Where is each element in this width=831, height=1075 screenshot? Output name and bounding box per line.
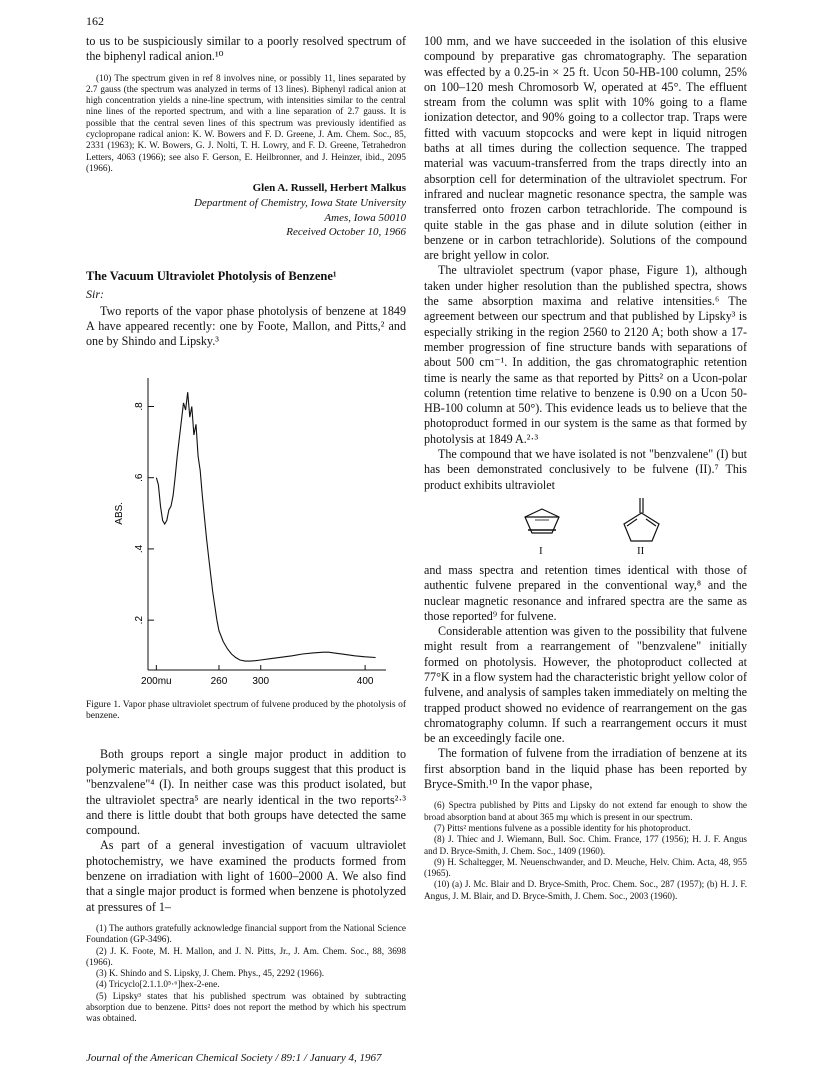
footnote-6: (6) Spectra published by Pitts and Lipsky do not extend far enough to show the broad absorption band at about 365 mμ which is present in our spectrum. (424, 800, 747, 822)
received-date: Received October 10, 1966 (286, 226, 406, 239)
paragraph-not-benzvalene: The compound that we have isolated is not "benzvalene" (I) but has been demonstrated conclusively to be fulvene (II).⁷ This product exhibits ultraviolet (424, 447, 747, 492)
article-title: The Vacuum Ultraviolet Photolysis of Benzene¹ (86, 268, 337, 283)
x-tick-label: 260 (210, 675, 228, 687)
y-tick-label: .4 (134, 544, 145, 553)
footnote-block-right (424, 800, 747, 902)
author-names: Glen A. Russell, Herbert Malkus (252, 182, 406, 195)
left-column (86, 34, 406, 1031)
paragraph-groups: Both groups report a single major product in addition to polymeric materials, and both groups suggest that this product is "benzvalene"⁴ (I). In neither case was this product isolated, but the ultraviolet spectra⁵ are nearly identical in the two reports²·³ and there is little doubt that both groups have detected the same compound. (86, 746, 406, 838)
y-tick-label: .2 (134, 615, 145, 624)
y-axis-label: ABS. (114, 501, 125, 525)
paragraph-mass-spectra: and mass spectra and retention times identical with those of authentic fulvene prepared in the conventional way,⁸ and the nuclear magnetic resonance and infrared spectra are the same as those reported⁹ for fulvene. (424, 562, 747, 623)
structure-label-I: I (539, 544, 543, 557)
author-city: Ames, Iowa 50010 (324, 211, 406, 224)
footnote-5: (5) Lipsky³ states that his published spectrum was obtained by subtracting absorption due to benzene. Pitts² does not report the method by which his spectrum was obtained. (86, 990, 406, 1024)
x-tick-label: 300 (252, 675, 270, 687)
footnote-7: (7) Pitts² mentions fulvene as a possible identity for his photoproduct. (434, 822, 691, 833)
x-tick-label: 400 (356, 675, 374, 687)
structure-label-II: II (637, 544, 645, 557)
chemical-structures (424, 497, 747, 559)
footnote-10: (10) The spectrum given in ref 8 involves nine, or possibly 11, lines separated by 2.7 gauss (the spectrum was analyzed in terms of 13 lines). Biphenyl radical anion at high concentration yields a nine-line spectrum, with intensities similar to the central nine lines of the reported spectrum, and with a line separation of 2.7 gauss. It is possible that the central seven lines of this spectrum was previously identified as cyclopropane radical anion: K. W. Bowers and F. D. Greene, J. Am. Chem. Soc., 85, 2331 (1963); K. W. Bowers, G. J. Nolti, T. H. Lowry, and F. D. Greene, Tetrahedron Letters, 4063 (1966); see also F. Gerson, E. Heilbronner, and J. Heinzer, ibid., 2095 (1966). (86, 72, 406, 173)
paragraph-separation: 100 mm, and we have succeeded in the isolation of this elusive compound by preparative gas chromatography. The separation was effected by a 0.25-in × 25 ft. Ucon 50-HB-100 column, 25% on 100–120 mesh Chromosorb W, operated at 45°. The effluent stream from the column was split with 10% going to a flame ionization detector, and 90% going to a collector trap. Traps were fitted with vacuum stopcocks and were kept in liquid nitrogen baths at all times during the collection sequence. The trapped material was vacuum-transferred from the traps directly into an absorption cell for determination of the ultraviolet spectrum. For infrared and nuclear magnetic resonance spectra, the sample was transferred onto frozen carbon tetrachloride. The compound is quite stable in the gas phase and in dilute solution (either in benzene or in carbon tetrachloride). Solutions of the compound are bright yellow in color. (424, 34, 747, 263)
footnote-4: (4) Tricyclo[2.1.1.0⁵·⁶]hex-2-ene. (96, 979, 220, 990)
figure-caption: Figure 1. Vapor phase ultraviolet spectrum of fulvene produced by the photolysis of benzene. (86, 699, 406, 722)
fulvene-structure (624, 498, 659, 541)
right-column (424, 34, 747, 908)
author-department: Department of Chemistry, Iowa State University (193, 197, 406, 210)
footnote-block-bottom (86, 923, 406, 1025)
benzvalene-structure (525, 509, 559, 533)
page-number: 162 (86, 14, 104, 28)
y-tick-label: .8 (134, 401, 145, 411)
x-tick-label: 200mu (141, 675, 172, 687)
salutation: Sir: (86, 286, 104, 301)
paragraph-considerable: Considerable attention was given to the possibility that fulvene might result from a rearrangement of "benzvalene" initially formed on photolysis. However, the photoproduct collected at 77°K in a flow system had the characteristic bright yellow color of fulvene, and analysis of samples taken immediately on melting the trapped product showed no evidence of rearrangement on the gas chromatography column. If such a rearrangement occurs it must be an exceedingly facile one. (424, 624, 747, 746)
figure-1 (86, 358, 406, 698)
footnote-1: (1) The authors gratefully acknowledge financial support from the National Science Foundation (GP-3496). (86, 922, 406, 945)
paragraph-intro: Two reports of the vapor phase photolysis of benzene at 1849 A have appeared recently: one by Foote, Mallon, and Pitts,² and one by Shindo and Lipsky.³ (86, 303, 406, 349)
paragraph-general: As part of a general investigation of vacuum ultraviolet photochemistry, we have examined the products formed from benzene on irradiation with light of 1600–2000 A. We also find that a single major product is formed when benzene is photolyzed at pressures of 1– (86, 838, 406, 914)
journal-footer: Journal of the American Chemical Society / 89:1 / January 4, 1967 (86, 1052, 382, 1064)
uv-spectrum-chart (86, 358, 406, 698)
paragraph-continuation: to us to be suspiciously similar to a poorly resolved spectrum of the biphenyl radical anion.¹⁰ (86, 34, 406, 64)
footnote-8: (8) J. Thiec and J. Wiemann, Bull. Soc. Chim. France, 177 (1956); H. J. F. Angus and D. Bryce-Smith, J. Chem. Soc., 1409 (1960). (424, 834, 747, 856)
author-signature (86, 181, 406, 240)
y-tick-label: .6 (134, 473, 145, 482)
footnote-10-refs: (10) (a) J. Mc. Blair and D. Bryce-Smith, Proc. Chem. Soc., 287 (1957); (b) H. J. F. Angus, J. M. Blair, and D. Bryce-Smith, J. Chem. Soc., 2003 (1960). (424, 879, 747, 901)
paragraph-formation: The formation of fulvene from the irradiation of benzene at its first absorption band in the liquid phase has been reported by Bryce-Smith.¹⁰ In the vapor phase, (424, 746, 747, 792)
footnote-block-top (86, 73, 406, 175)
spectrum-line (156, 392, 375, 661)
footnote-2: (2) J. K. Foote, M. H. Mallon, and J. N. Pitts, Jr., J. Am. Chem. Soc., 88, 3698 (1966). (86, 945, 406, 967)
footnote-3: (3) K. Shindo and S. Lipsky, J. Chem. Phys., 45, 2292 (1966). (96, 968, 325, 979)
footnote-9: (9) H. Schaltegger, M. Neuenschwander, and D. Meuche, Helv. Chim. Acta, 48, 955 (1965). (424, 856, 747, 879)
paragraph-uv-spectrum: The ultraviolet spectrum (vapor phase, Figure 1), although taken under higher resolution than the published spectra, shows the same absorption maxima and relative intensities.⁶ The agreement between our spectrum and that published by Lipsky³ is especially striking in the region 2560 to 2120 A; both show a 17-member progression of fine structure bands with separations of about 500 cm⁻¹. In addition, the gas chromatographic retention time is nearly the same as that reported by Pitts² on a Ucon-polar column (retention time relative to benzene is 0.90 on a Ucon 50-HB-100 column at 50°). This evidence leads us to believe that the photoproduct formed in our system is the same as that formed by photolysis at 1849 A.²·³ (424, 263, 747, 446)
structure-drawings (424, 497, 747, 559)
